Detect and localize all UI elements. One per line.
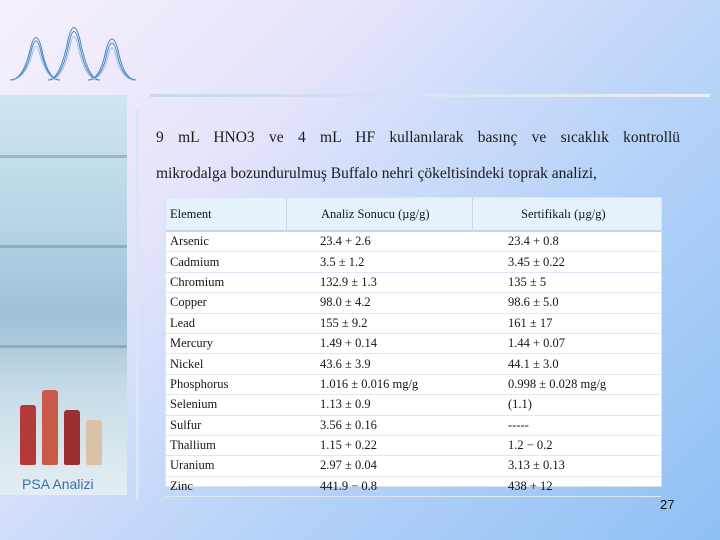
certified-value-cell: 1.2 − 0.2 [508, 438, 553, 453]
certified-value-cell: 161 ± 17 [508, 315, 553, 330]
analysis-value-cell: 441.9 − 0.8 [320, 478, 378, 493]
certified-value-cell: 135 ± 5 [508, 274, 547, 289]
table-row [166, 293, 661, 313]
table-row [166, 416, 661, 436]
page-number: 27 [660, 497, 675, 512]
table-row [166, 232, 661, 252]
analysis-value-cell: 3.5 ± 1.2 [320, 254, 365, 269]
table-row [166, 395, 661, 415]
certified-value-cell: 3.13 ± 0.13 [508, 458, 565, 473]
table-row [166, 354, 661, 374]
certified-value-cell: 0.998 ± 0.028 mg/g [508, 376, 607, 391]
wave-logo-icon [8, 10, 138, 85]
analysis-value-cell: 98.0 ± 4.2 [320, 295, 371, 310]
element-cell: Copper [170, 295, 207, 310]
lab-photo [0, 95, 127, 495]
heading-line-1: 9 mL HNO3 ve 4 mL HF kullanılarak basınç ve sıcaklık kontrollü [156, 129, 680, 146]
analysis-value-cell: 23.4 + 2.6 [320, 234, 371, 249]
table-row [166, 375, 661, 395]
certified-value-cell: 438 + 12 [508, 478, 553, 493]
table-row [166, 456, 661, 476]
certified-value-cell: ----- [508, 417, 529, 432]
element-cell: Uranium [170, 458, 215, 473]
element-cell: Chromium [170, 274, 225, 289]
certified-value-cell: 44.1 ± 3.0 [508, 356, 559, 371]
element-cell: Selenium [170, 397, 218, 412]
header-certified: Sertifikalı (µg/g) [521, 206, 606, 221]
header-analysis-result: Analiz Sonucu (µg/g) [287, 198, 473, 230]
table-body [166, 232, 661, 497]
header-element: Element [166, 198, 287, 230]
certified-value-cell: 98.6 ± 5.0 [508, 295, 559, 310]
table-row [166, 436, 661, 456]
element-cell: Zinc [170, 478, 193, 493]
certified-value-cell: (1.1) [508, 397, 532, 412]
analysis-value-cell: 1.13 ± 0.9 [320, 397, 371, 412]
table-row [166, 334, 661, 354]
analysis-value-cell: 1.016 ± 0.016 mg/g [320, 376, 419, 391]
element-cell: Thallium [170, 438, 216, 453]
table-row [166, 273, 661, 293]
vertical-divider [136, 110, 139, 500]
table-row [166, 314, 661, 334]
results-table [165, 197, 662, 493]
certified-value-cell: 1.44 + 0.07 [508, 336, 566, 351]
element-cell: Cadmium [170, 254, 220, 269]
element-cell: Sulfur [170, 417, 202, 432]
element-cell: Lead [170, 315, 195, 330]
element-cell: Phosphorus [170, 376, 229, 391]
certified-value-cell: 23.4 + 0.8 [508, 234, 559, 249]
analysis-value-cell: 2.97 ± 0.04 [320, 458, 377, 473]
footer-label: PSA Analizi [22, 476, 94, 492]
slide-heading [156, 120, 680, 192]
analysis-value-cell: 43.6 ± 3.9 [320, 356, 371, 371]
analysis-value-cell: 1.49 + 0.14 [320, 336, 378, 351]
element-cell: Mercury [170, 336, 214, 351]
element-cell: Arsenic [170, 234, 209, 249]
certified-value-cell: 3.45 ± 0.22 [508, 254, 565, 269]
table-row [166, 477, 661, 497]
analysis-value-cell: 155 ± 9.2 [320, 315, 368, 330]
analysis-value-cell: 132.9 ± 1.3 [320, 274, 377, 289]
analysis-value-cell: 1.15 + 0.22 [320, 438, 378, 453]
table-row [166, 252, 661, 272]
top-divider [150, 94, 710, 97]
table-header-row [166, 198, 661, 232]
heading-line-2: mikrodalga bozundurulmuş Buffalo nehri çökeltisindeki toprak analizi, [156, 165, 597, 182]
analysis-value-cell: 3.56 ± 0.16 [320, 417, 377, 432]
element-cell: Nickel [170, 356, 204, 371]
